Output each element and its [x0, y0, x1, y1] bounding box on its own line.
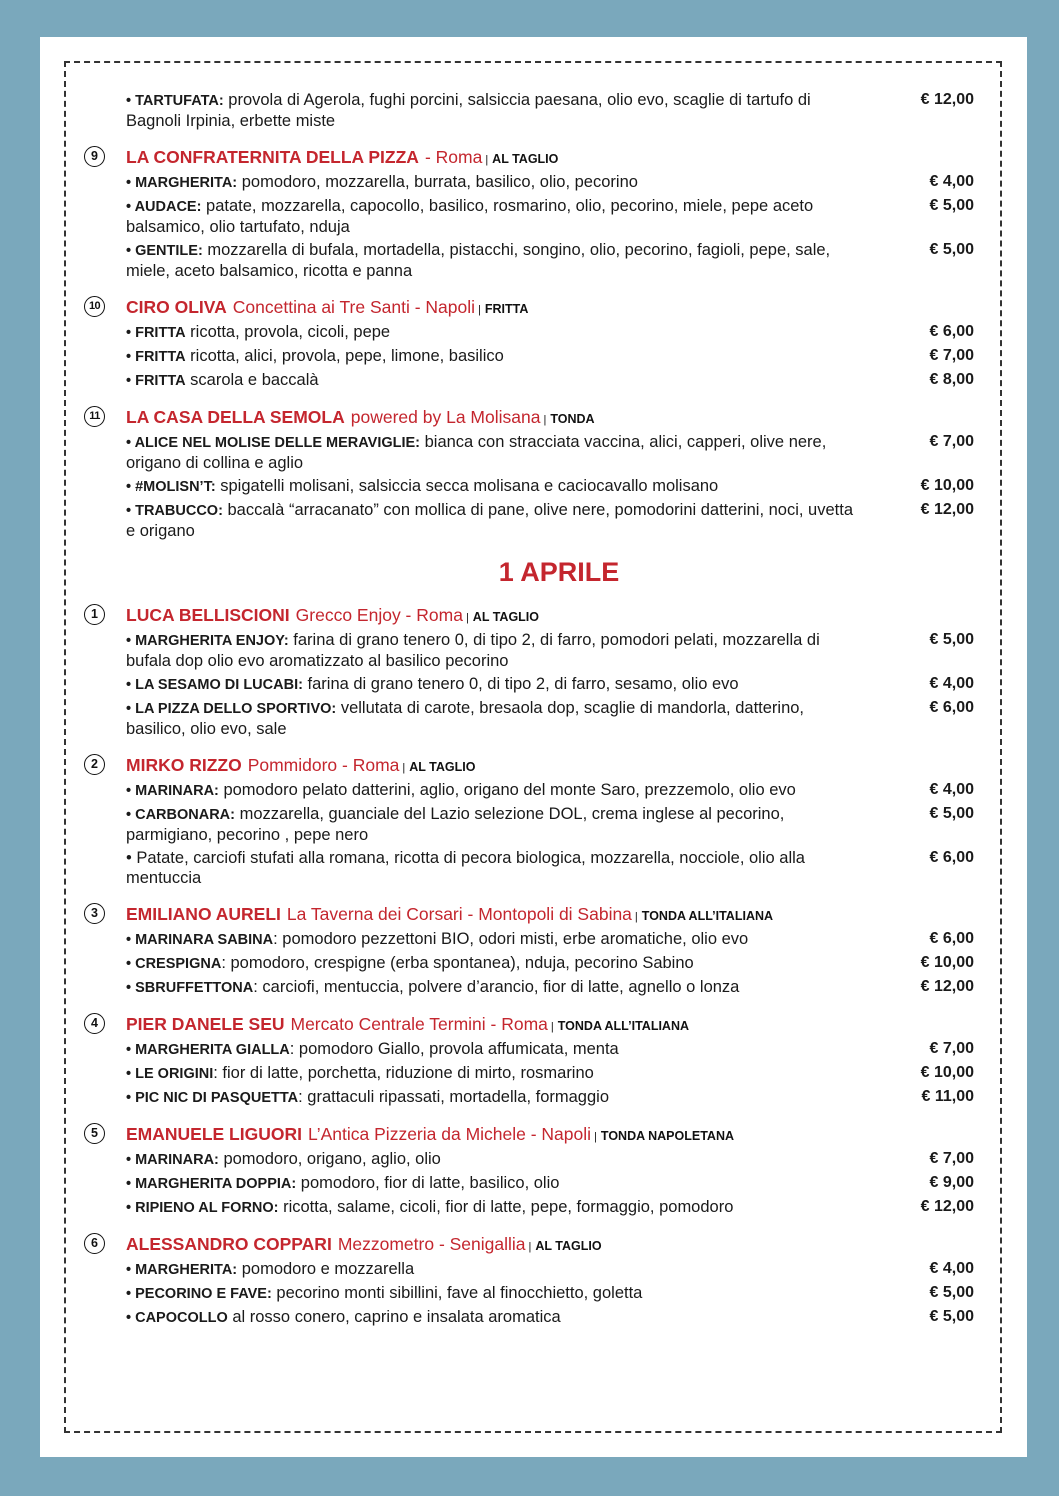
item-description: : pomodoro, crespigne (erba spontanea), nduja, pecorino Sabino: [221, 954, 694, 972]
pizzaiolo-name: LA CASA DELLA SEMOLA: [126, 407, 345, 427]
pizzeria-block: [84, 603, 974, 739]
number-circle-icon: 9: [84, 146, 105, 167]
item-price: € 6,00: [929, 849, 974, 866]
menu-item: [126, 240, 974, 281]
pizzeria-header: [126, 902, 974, 929]
item-price: € 4,00: [929, 675, 974, 692]
menu-item: [126, 1197, 974, 1218]
venue-name: powered by La Molisana: [350, 407, 541, 427]
venue-name: Pommidoro - Roma: [247, 755, 400, 775]
pizzeria-block: [84, 90, 974, 131]
menu-item: [126, 476, 974, 497]
item-description: ricotta, provola, cicoli, pepe: [185, 323, 391, 341]
menu-item: [126, 953, 974, 974]
item-description: pecorino monti sibillini, fave al finocchietto, goletta: [271, 1284, 643, 1302]
item-description: • Patate, carciofi stufati alla romana, ricotta di pecora biologica, mozzarella, nocciole, olio alla mentuccia: [126, 849, 805, 887]
item-description: pomodoro, fior di latte, basilico, olio: [296, 1174, 560, 1192]
item-name: • MARGHERITA GIALLA: [126, 1042, 290, 1058]
pizzeria-header: [126, 405, 974, 432]
venue-name: Concettina ai Tre Santi - Napoli: [232, 297, 476, 317]
pizzeria-block: [84, 405, 974, 541]
item-description: vellutata di carote, bresaola dop, scaglie di mandorla, datterino, basilico, olio evo, sale: [126, 699, 805, 738]
item-price: € 5,00: [929, 1284, 974, 1301]
item-name: • FRITTA: [126, 349, 186, 365]
menu-item: [126, 698, 974, 739]
item-name: • CAPOCOLLO: [126, 1310, 228, 1326]
separator-bar: |: [550, 1021, 554, 1033]
number-circle-icon: 3: [84, 903, 105, 924]
item-name: • LA SESAMO DI LUCABI:: [126, 677, 303, 693]
item-price: € 5,00: [929, 241, 974, 258]
item-price: € 12,00: [920, 501, 974, 518]
pizzeria-header: [126, 1012, 974, 1039]
item-name: • GENTILE:: [126, 243, 203, 259]
menu-page: [40, 37, 1027, 1457]
pizzeria-header: [126, 753, 974, 780]
menu-item: [126, 500, 974, 541]
menu-item: [126, 630, 974, 671]
item-price: € 5,00: [929, 631, 974, 648]
item-price: € 8,00: [929, 371, 974, 388]
item-price: € 5,00: [929, 197, 974, 214]
pizzeria-header: [126, 603, 974, 630]
pizzaiolo-name: LA CONFRATERNITA DELLA PIZZA: [126, 147, 419, 167]
pizza-style: TONDA ALL’ITALIANA: [557, 1019, 690, 1033]
pizzeria-block: [84, 1122, 974, 1218]
item-price: € 10,00: [920, 1064, 974, 1081]
separator-bar: |: [594, 1131, 597, 1143]
menu-item: [126, 196, 974, 237]
item-description: : pomodoro pezzettoni BIO, odori misti, erbe aromatiche, olio evo: [273, 930, 749, 948]
item-price: € 6,00: [929, 699, 974, 716]
separator-bar: |: [485, 154, 489, 166]
pizzeria-block: [84, 145, 974, 281]
item-description: : carciofi, mentuccia, polvere d’arancio, fior di latte, agnello o lonza: [253, 978, 740, 996]
item-price: € 4,00: [929, 1260, 974, 1277]
item-price: € 7,00: [929, 1150, 974, 1167]
venue-name: La Taverna dei Corsari - Montopoli di Sabina: [286, 904, 632, 924]
item-description: spigatelli molisani, salsiccia secca molisana e caciocavallo molisano: [215, 477, 719, 495]
number-circle-icon: 2: [84, 754, 105, 775]
separator-bar: |: [478, 304, 481, 316]
menu-item: [126, 1173, 974, 1194]
item-description: : pomodoro Giallo, provola affumicata, menta: [289, 1040, 619, 1058]
venue-name: L’Antica Pizzeria da Michele - Napoli: [307, 1124, 592, 1144]
item-name: • MARINARA:: [126, 783, 219, 799]
venue-name: Mercato Centrale Termini - Roma: [290, 1014, 548, 1034]
menu-item: [126, 1259, 974, 1280]
item-name: • ALICE NEL MOLISE DELLE MERAVIGLIE:: [126, 435, 421, 451]
item-name: • SBRUFFETTONA: [126, 980, 254, 996]
number-circle-icon: 1: [84, 604, 105, 625]
pizza-style: TONDA ALL’ITALIANA: [641, 909, 774, 923]
item-name: • TRABUCCO:: [126, 503, 223, 519]
pizzeria-block: [84, 295, 974, 391]
pizzaiolo-name: PIER DANELE SEU: [126, 1014, 285, 1034]
item-description: farina di grano tenero 0, di tipo 2, di farro, pomodori pelati, mozzarella di bufala dop olio evo aromatizzato al basilico pecorino: [126, 631, 820, 670]
pizza-style: AL TAGLIO: [409, 760, 476, 774]
menu-item: [126, 432, 974, 473]
menu-content: [84, 90, 974, 1342]
menu-item: [126, 804, 974, 845]
menu-item: [126, 172, 974, 193]
item-price: € 7,00: [929, 1040, 974, 1057]
item-description: al rosso conero, caprino e insalata aromatica: [227, 1308, 561, 1326]
item-name: • FRITTA: [126, 325, 186, 341]
item-description: farina di grano tenero 0, di tipo 2, di farro, sesamo, olio evo: [302, 675, 739, 693]
item-name: • CRESPIGNA: [126, 956, 222, 972]
pizzeria-block: [84, 753, 974, 888]
pizzeria-block: [84, 1232, 974, 1328]
separator-bar: |: [402, 762, 406, 774]
item-name: • AUDACE:: [126, 199, 202, 215]
venue-name: Mezzometro - Senigallia: [337, 1234, 526, 1254]
separator-bar: |: [634, 911, 638, 923]
item-description: mozzarella, guanciale del Lazio selezione DOL, crema inglese al pecorino, parmigiano, pecorino , pepe nero: [126, 805, 785, 844]
item-price: € 10,00: [920, 477, 974, 494]
item-name: • #MOLISN’T:: [126, 479, 216, 495]
pizzaiolo-name: EMANUELE LIGUORI: [126, 1124, 302, 1144]
pizzeria-header: [126, 145, 974, 172]
item-name: • TARTUFATA:: [126, 93, 224, 109]
menu-item: [126, 322, 974, 343]
separator-bar: |: [465, 612, 469, 624]
item-description: mozzarella di bufala, mortadella, pistacchi, songino, olio, pecorino, fagioli, pepe, sale, miele, aceto balsamico, ricotta e panna: [126, 241, 831, 280]
item-price: € 12,00: [920, 1198, 974, 1215]
item-name: • MARGHERITA:: [126, 1262, 238, 1278]
pizzaiolo-name: CIRO OLIVA: [126, 297, 227, 317]
item-name: • LE ORIGINI: [126, 1066, 214, 1082]
item-price: € 4,00: [929, 173, 974, 190]
pizzeria-header: [126, 1232, 974, 1259]
date-heading: 1 APRILE: [498, 557, 620, 587]
item-price: € 12,00: [920, 91, 974, 108]
separator-bar: |: [543, 414, 547, 426]
item-name: • LA PIZZA DELLO SPORTIVO:: [126, 701, 337, 717]
item-description: bianca con stracciata vaccina, alici, capperi, olive nere, origano di collina e aglio: [126, 433, 827, 472]
pizzeria-block: [84, 902, 974, 998]
pizza-style: TONDA: [550, 412, 595, 426]
item-name: • MARGHERITA DOPPIA:: [126, 1176, 297, 1192]
venue-name: Grecco Enjoy - Roma: [295, 605, 463, 625]
item-price: € 7,00: [929, 433, 974, 450]
pizza-style: AL TAGLIO: [472, 610, 539, 624]
item-name: • FRITTA: [126, 373, 186, 389]
item-description: : grattaculi ripassati, mortadella, formaggio: [298, 1088, 609, 1106]
pizzeria-header: [126, 295, 974, 322]
item-description: ricotta, salame, cicoli, fior di latte, pepe, formaggio, pomodoro: [278, 1198, 734, 1216]
item-description: : fior di latte, porchetta, riduzione di mirto, rosmarino: [213, 1064, 594, 1082]
item-price: € 6,00: [929, 323, 974, 340]
item-price: € 9,00: [929, 1174, 974, 1191]
pizza-style: TONDA NAPOLETANA: [600, 1129, 735, 1143]
item-name: • PECORINO E FAVE:: [126, 1286, 272, 1302]
number-circle-icon: 6: [84, 1233, 105, 1254]
item-description: patate, mozzarella, capocollo, basilico, rosmarino, olio, pecorino, miele, pepe aceto balsamico, olio tartufato, nduja: [126, 197, 814, 236]
item-price: € 12,00: [920, 978, 974, 995]
separator-bar: |: [528, 1241, 532, 1253]
item-price: € 5,00: [929, 805, 974, 822]
menu-item: [126, 1063, 974, 1084]
menu-item: [126, 674, 974, 695]
pizzaiolo-name: MIRKO RIZZO: [126, 755, 242, 775]
number-circle-icon: 4: [84, 1013, 105, 1034]
item-description: pomodoro, origano, aglio, olio: [218, 1150, 441, 1168]
venue-name: - Roma: [424, 147, 483, 167]
item-price: € 4,00: [929, 781, 974, 798]
item-description: provola di Agerola, fughi porcini, salsiccia paesana, olio evo, scaglie di tartufo di Bagnoli Irpinia, erbette miste: [126, 91, 811, 130]
number-circle-icon: 11: [84, 406, 105, 427]
menu-item: [126, 90, 974, 131]
menu-item: [126, 1149, 974, 1170]
item-price: € 6,00: [929, 930, 974, 947]
menu-item: [126, 370, 974, 391]
pizzaiolo-name: EMILIANO AURELI: [126, 904, 281, 924]
item-name: • MARGHERITA ENJOY:: [126, 633, 289, 649]
number-circle-icon: 10: [84, 296, 105, 317]
pizzeria-block: [84, 1012, 974, 1108]
item-price: € 10,00: [920, 954, 974, 971]
item-description: pomodoro e mozzarella: [237, 1260, 415, 1278]
pizza-style: AL TAGLIO: [535, 1239, 602, 1253]
item-description: pomodoro, mozzarella, burrata, basilico, olio, pecorino: [237, 173, 638, 191]
item-price: € 7,00: [929, 347, 974, 364]
pizzeria-header: [126, 1122, 974, 1149]
item-name: • RIPIENO AL FORNO:: [126, 1200, 279, 1216]
item-name: • PIC NIC DI PASQUETTA: [126, 1090, 299, 1106]
item-description: pomodoro pelato datterini, aglio, origano del monte Saro, prezzemolo, olio evo: [218, 781, 796, 799]
item-name: • MARGHERITA:: [126, 175, 238, 191]
menu-item: [126, 1039, 974, 1060]
menu-item: [126, 780, 974, 801]
menu-item: [126, 1283, 974, 1304]
item-name: • CARBONARA:: [126, 807, 235, 823]
item-description: baccalà “arracanato” con mollica di pane, olive nere, pomodorini datterini, noci, uvetta e origano: [126, 501, 853, 540]
menu-item: [126, 346, 974, 367]
pizzaiolo-name: LUCA BELLISCIONI: [126, 605, 290, 625]
number-circle-icon: 5: [84, 1123, 105, 1144]
menu-item: [126, 977, 974, 998]
item-price: € 11,00: [921, 1088, 974, 1105]
menu-item: [126, 848, 974, 888]
menu-item: [126, 1307, 974, 1328]
pizza-style: FRITTA: [484, 302, 529, 316]
item-price: € 5,00: [929, 1308, 974, 1325]
item-name: • MARINARA SABINA: [126, 932, 274, 948]
item-description: scarola e baccalà: [185, 371, 319, 389]
menu-item: [126, 1087, 974, 1108]
pizzaiolo-name: ALESSANDRO COPPARI: [126, 1234, 332, 1254]
menu-item: [126, 929, 974, 950]
item-name: • MARINARA:: [126, 1152, 219, 1168]
item-description: ricotta, alici, provola, pepe, limone, basilico: [185, 347, 504, 365]
pizza-style: AL TAGLIO: [492, 152, 559, 166]
